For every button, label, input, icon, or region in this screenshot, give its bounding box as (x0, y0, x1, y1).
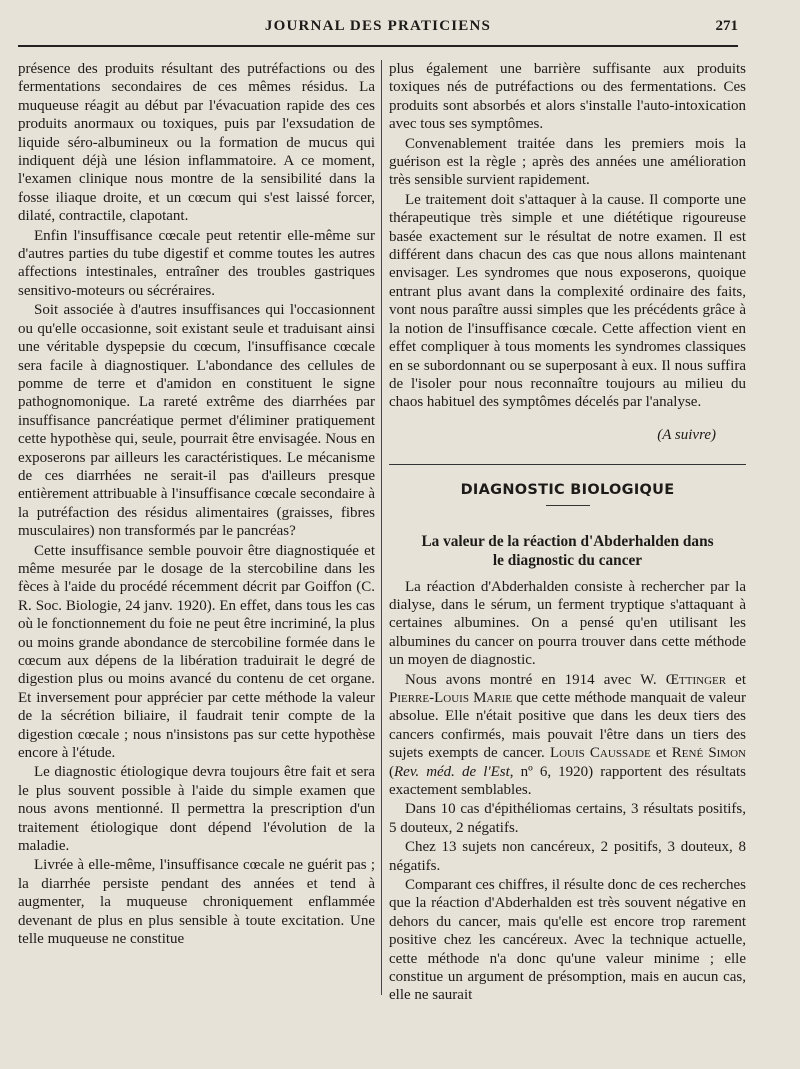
text-run: et (650, 745, 672, 762)
author-name: Œttinger (665, 671, 727, 688)
section-title: DIAGNOSTIC BIOLOGIQUE (460, 482, 675, 499)
column-divider (381, 60, 382, 995)
text-run: ( (389, 763, 394, 780)
header-rule (18, 45, 738, 47)
text-run: Nous avons montré en 1914 avec W. (405, 671, 666, 688)
paragraph: Le diagnostic étiologique devra toujours être fait et sera le plus souvent possible à l'aide du simple examen que nous avons mentionné. Il permettra la prescription d'un traitement étiologique dont dépend l'évolution de la maladie. (18, 764, 375, 855)
running-title: JOURNAL DES PRATICIENS (264, 18, 492, 34)
paragraph: Chez 13 sujets non cancéreux, 2 positifs, 3 douteux, 8 négatifs. (389, 839, 746, 874)
text-run: que cette méthode manquait de valeur absolue. Elle n'était positive que dans les deux tiers des cancers confirmés, mais pouvait l'être dans un tiers des sujets exempts de cancer. (389, 689, 746, 762)
paragraph: Cette insuffisance semble pouvoir être diagnostiquée et même mesurée par le dosage de la stercobiline dans les fèces à l'aide du procédé récemment décrit par Goiffon (C. R. Soc. Biologie, 24 janv. 1920). En effet, dans tous les cas où le fonctionnement du foie ne peut être incriminé, la plus ou moins grande abondance de stercobiline formée dans le cœcum aux dépens de la libération traduirait le degré de digestion plus ou moins avancé du contenu de cet organe. Et inversement pour apprécier par cette méthode la valeur de la sécrétion biliaire, il faudrait tenir compte de la digestion cœcale ; nous n'insistons pas sur cette hypothèse encore à l'étude. (18, 542, 375, 762)
journal-reference: Rev. méd. de l'Est (394, 763, 510, 780)
paragraph: La réaction d'Abderhalden consiste à rechercher par la dialyse, dans le sérum, un ferment tryptique s'attaquant à certaines albumines. On a pensé qu'en utilisant les albumines du cancer on pourra trouver dans cette méthode un moyen de diagnostic. (389, 578, 746, 669)
section-divider (389, 464, 746, 465)
paragraph: Enfin l'insuffisance cœcale peut retentir elle-même sur d'autres parties du tube digestif et comme toutes les autres affections intestinales, entraîner des troubles gastriques sensitivo-moteurs ou sécréraires. (18, 227, 375, 299)
article-title-line-2: le diagnostic du cancer (492, 551, 643, 569)
page-header (18, 18, 738, 40)
paragraph: Dans 10 cas d'épithéliomas certains, 3 résultats positifs, 5 douteux, 2 négatifs. (389, 801, 746, 836)
text-run: , nº 6, 1920) rapportent des résultats exactement semblables. (389, 763, 746, 798)
paragraph: Convenablement traitée dans les premiers mois la guérison est la règle ; après des années une amélioration très sensible survient rapidement. (389, 135, 746, 189)
paragraph: Livrée à elle-même, l'insuffisance cœcale ne guérit pas ; la diarrhée persiste pendant des années et tend à augmenter, la muqueuse chroniquement enflammée devenant de plus en plus sensible à toute excitation. Une telle muqueuse ne constitue (18, 857, 375, 948)
paragraph: Comparant ces chiffres, il résulte donc de ces recherches que la réaction d'Abderhalden est très souvent négative en dehors du cancer, mais qu'elle est encore trop rarement positive chez les cancéreux. Avec la technique actuelle, cette méthode n'a donc qu'une valeur minime ; elle constitue un argument de présomption, mais en aucun cas, elle ne saurait (389, 877, 746, 1004)
paragraph: Le traitement doit s'attaquer à la cause. Il comporte une thérapeutique très simple et une diététique rigoureuse basée exactement sur le résultat de notre examen. Il est différent dans chacun des cas que nous allons maintenant envisager. Les syndromes que nous exposerons, quoique entrant plus avant dans la complexité ordinaire des faits, vont nous paraître aussi simples que les précédents grâce à la notion de l'insuffisance cœcale. Cette affection vient en effet compliquer à tous moments les syndromes classiques en se subordonnant ou se superposant à eux. Il nous suffira de l'isoler pour nous reconnaître toujours au milieu du chaos habituel des symptômes décelés par l'analyse. (389, 191, 746, 411)
author-name: Pierre-Louis Marie (389, 689, 513, 706)
paragraph (389, 671, 746, 800)
article-title (389, 532, 746, 570)
right-column (389, 60, 746, 1006)
paragraph: présence des produits résultant des putréfactions ou des fermentations secondaires de ces mêmes résidus. La muqueuse réagit au début par l'évacuation rapide des ces produits anormaux ou toxiques, puis par l'exsudation de liquide séro-albumineux ou la formation de mucus qui indiquent déjà une lésion inflammatoire. A ce moment, l'examen clinique nous montre de la sensibilité dans la fosse iliaque droite, et un cœcum qui s'est laissé forcer, dilaté, contractile, clapotant. (18, 61, 375, 225)
author-name: René Simon (671, 745, 747, 762)
to-be-continued: (A suivre) (657, 426, 716, 443)
text-run: et (726, 671, 746, 688)
paragraph: plus également une barrière suffisante aux produits toxiques nés de putréfactions ou des fermentations. Ces produits sont absorbés et alors s'installe l'auto-intoxication avec tous ses symptômes. (389, 61, 746, 133)
paragraph: Soit associée à d'autres insuffisances qui l'occasionnent ou qu'elle occasionne, soit existant seule et traduisant ainsi une véritable dyspepsie du cœcum, l'insuffisance cœcale sera facile à diagnostiquer. L'abondance des cellules de pomme de terre et d'amidon en constituent le signe pathognomonique. La rareté extrême des diarrhées par insuffisance pancréatique permet d'éliminer pratiquement cette hypothèse qui, seule, pourrait être envisagée. Nous en exposerons par ailleurs les caractéristiques. Le mécanisme de ces diarrhées ne serait-il pas d'ailleurs presque entièrement attribuable à l'insuffisance cœcale secondaire à la putréfaction des résidus alimentaires (graisses, fibres musculaires) non transformés par le pancréas? (18, 302, 375, 540)
section-title-underline (546, 505, 590, 506)
page-number: 271 (715, 18, 738, 34)
author-name: Louis Caussade (549, 745, 651, 762)
left-column (18, 60, 375, 950)
article-title-line-1: La valeur de la réaction d'Abderhalden dans (421, 532, 714, 550)
